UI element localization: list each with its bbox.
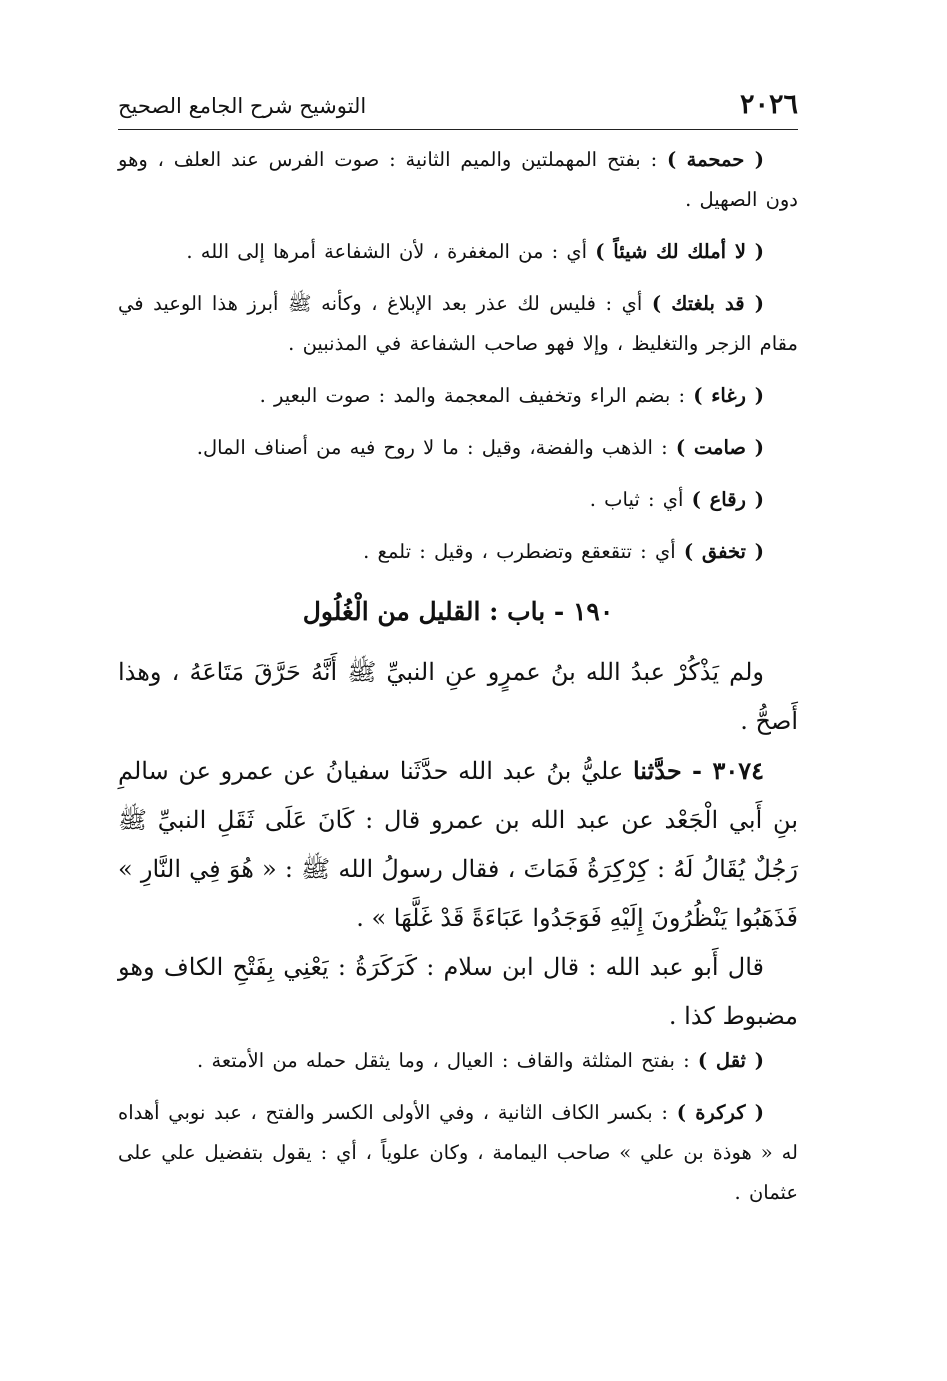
page-header [118, 88, 798, 124]
gloss-term: ( لا أملك لك شيئاً ) [595, 240, 764, 263]
gloss-term: ( كركرة ) [676, 1101, 764, 1124]
gloss-text: : بكسر الكاف الثانية ، وفي الأولى الكسر والفتح ، عبد نوبي أهداه له « هوذة بن علي » صاحب اليمامة ، وكان علوياً ، أي : يقول بتفضيل علي على عثمان . [118, 1101, 798, 1204]
running-title: التوشيح شرح الجامع الصحيح [118, 94, 367, 118]
page-number: ٢٠٢٦ [739, 89, 798, 120]
gloss-text: : بضم الراء وتخفيف المعجمة والمد : صوت البعير . [259, 384, 694, 407]
hadith-commentary: قال أَبو عبد الله : قال ابن سلام : كَرَكَرَةُ : يَعْنِي بِفَتْحِ الكاف وهو مضبوط كذا . [118, 953, 798, 1030]
gloss-term: ( صامت ) [675, 436, 764, 459]
gloss-term: ( ثقل ) [697, 1049, 764, 1072]
gloss-paragraph [118, 532, 798, 572]
gloss-paragraph [118, 428, 798, 468]
gloss-paragraph [118, 140, 798, 220]
gloss-text: أي : فليس لك عذر بعد الإبلاغ ، وكأنه ﷺ أبرز هذا الوعيد في مقام الزجر والتغليظ ، وإلا فهو صاحب الشفاعة في المذنبين . [118, 292, 798, 355]
gloss-term: ( رقاع ) [691, 488, 764, 511]
gloss-text: : بفتح المثلثة والقاف : العيال ، وما يثقل حمله من الأمتعة . [197, 1049, 698, 1072]
chapter-heading: ١٩٠ - باب : القليل من الْغُلُول [302, 597, 614, 626]
gloss-paragraph [118, 284, 798, 364]
gloss-paragraph [118, 480, 798, 520]
gloss-paragraph [118, 376, 798, 416]
header-divider [118, 129, 798, 130]
gloss-text: : الذهب والفضة، وقيل : ما لا روح فيه من أصناف المال. [196, 436, 676, 459]
chapter-text: ولم يَذْكُرْ عبدُ الله بنُ عمرٍو عنِ النبيِّ ﷺ أَنَّهُ حَرَّقَ مَتَاعَهُ ، وهذا أَصحُّ . [118, 658, 798, 735]
gloss-text: أي : تتقعقع وتضطرب ، وقيل : تلمع . [363, 540, 684, 563]
gloss-paragraph [118, 1041, 798, 1081]
gloss-paragraph [118, 1093, 798, 1213]
gloss-text: أي : من المغفرة ، لأن الشفاعة أمرها إلى الله . [186, 240, 596, 263]
hadith-number: ٣٠٧٤ - حدَّثنا [632, 756, 764, 785]
gloss-term: ( تخفق ) [683, 540, 764, 563]
gloss-term: ( قد بلغتك ) [651, 292, 764, 315]
gloss-text: أي : ثياب . [589, 488, 692, 511]
gloss-paragraph [118, 232, 798, 272]
hadith-text: عليُّ بنُ عبد الله حدَّثَنا سفيانُ عن عمرو عن سالمِ بنِ أَبي الْجَعْد عن عبد الله بن عمرو قال : كَانَ عَلَى ثَقَلِ النبيِّ ﷺ رَجُلٌ يُقَالُ لَهُ : كِرْكِرَةُ فَمَاتَ ، فقال رسولُ الله ﷺ : « هُوَ فِي النَّارِ » فَذَهَبُوا يَنْظُرُونَ إِلَيْهِ فَوَجَدُوا عَبَاءَةً قَدْ غَلَّهَا » . [118, 757, 798, 932]
gloss-term: ( رغاء ) [693, 384, 764, 407]
gloss-text: : بفتح المهملتين والميم الثانية : صوت الفرس عند العلف ، وهو دون الصهيل . [118, 148, 798, 211]
page-body [118, 140, 798, 1213]
hadith-paragraph [118, 746, 798, 943]
gloss-term: ( حمحمة ) [667, 148, 764, 171]
